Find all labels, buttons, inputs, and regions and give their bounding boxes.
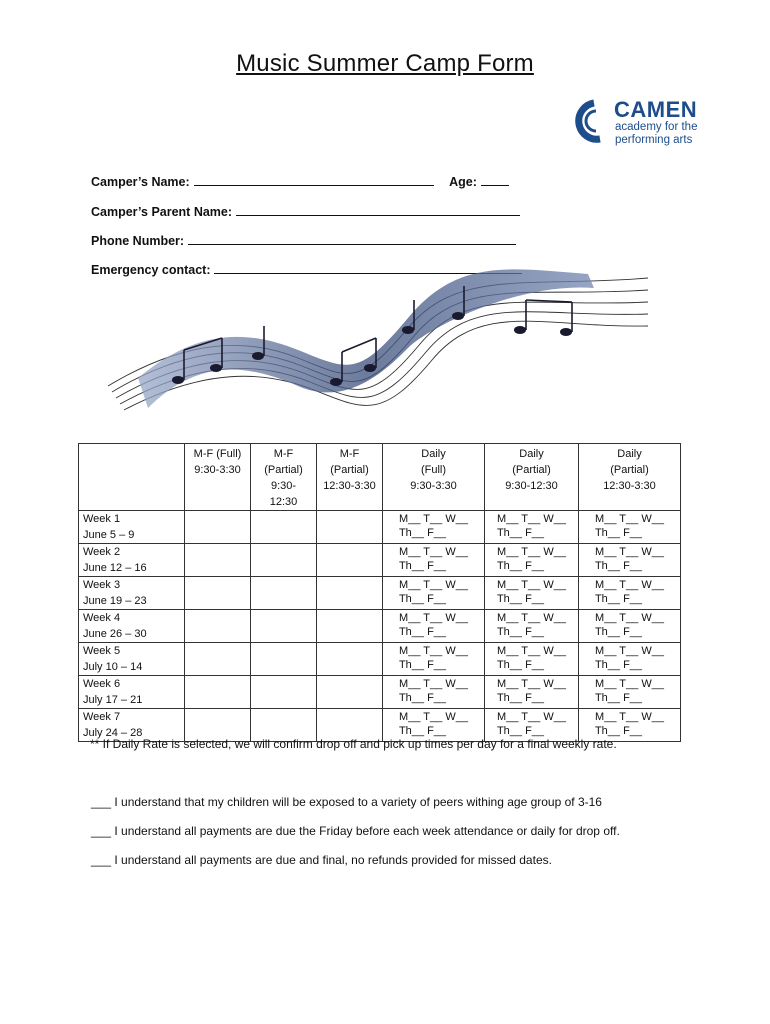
daily-selection-cell[interactable] <box>485 610 579 643</box>
daily-selection-cell[interactable] <box>485 511 579 544</box>
mf-selection-cell[interactable] <box>317 676 383 709</box>
daily-selection-cell[interactable] <box>383 544 485 577</box>
daily-selection-cell[interactable] <box>579 676 681 709</box>
week-label: Week 4 <box>83 612 121 624</box>
week-label: Week 5 <box>83 645 121 657</box>
daily-days-line2: Th__ F__ <box>496 659 545 671</box>
daily-selection-cell[interactable] <box>485 544 579 577</box>
acknowledgement-peers[interactable]: ___ I understand that my children will be exposed to a variety of peers withing age group of 3-16 <box>91 795 602 809</box>
parent-name-input[interactable] <box>236 204 520 216</box>
camper-name-label: Camper’s Name: <box>91 175 190 189</box>
daily-days-line2: Th__ F__ <box>594 659 643 671</box>
parent-name-field <box>91 204 520 219</box>
table-row <box>79 676 681 709</box>
mf-selection-cell[interactable] <box>185 544 251 577</box>
daily-days-line2: Th__ F__ <box>398 692 447 704</box>
daily-days-line1: M__ T__ W__ <box>497 711 566 723</box>
daily-days-line1: M__ T__ W__ <box>595 579 664 591</box>
daily-selection-cell[interactable] <box>485 643 579 676</box>
table-row <box>79 610 681 643</box>
header-mf-partial-am: M-F (Partial) 9:30- 12:30 <box>251 444 317 511</box>
week-label: Week 7 <box>83 711 121 723</box>
daily-days-line2: Th__ F__ <box>594 593 643 605</box>
daily-days-line1: M__ T__ W__ <box>399 612 468 624</box>
week-dates: July 17 – 21 <box>83 694 143 706</box>
table-row <box>79 577 681 610</box>
daily-days-line1: M__ T__ W__ <box>595 678 664 690</box>
week-label: Week 1 <box>83 513 121 525</box>
phone-field <box>91 233 516 248</box>
table-row <box>79 643 681 676</box>
daily-selection-cell[interactable] <box>579 511 681 544</box>
week-dates: July 24 – 28 <box>83 727 143 739</box>
week-label: Week 6 <box>83 678 121 690</box>
daily-days-line2: Th__ F__ <box>496 560 545 572</box>
logo-tagline-1: academy for the <box>615 121 698 133</box>
week-dates: June 12 – 16 <box>83 562 147 574</box>
mf-selection-cell[interactable] <box>185 676 251 709</box>
week-label: Week 3 <box>83 579 121 591</box>
daily-selection-cell[interactable] <box>383 577 485 610</box>
daily-days-line2: Th__ F__ <box>496 593 545 605</box>
week-cell <box>79 610 185 643</box>
daily-days-line1: M__ T__ W__ <box>399 678 468 690</box>
daily-selection-cell[interactable] <box>383 610 485 643</box>
emergency-label: Emergency contact: <box>91 263 211 277</box>
daily-days-line2: Th__ F__ <box>594 560 643 572</box>
mf-selection-cell[interactable] <box>251 643 317 676</box>
week-cell <box>79 511 185 544</box>
daily-days-line1: M__ T__ W__ <box>595 711 664 723</box>
week-dates: June 5 – 9 <box>83 529 135 541</box>
camen-logo-icon <box>566 97 612 147</box>
header-daily-full: Daily (Full) 9:30-3:30 <box>383 444 485 511</box>
daily-days-line1: M__ T__ W__ <box>399 579 468 591</box>
mf-selection-cell[interactable] <box>317 610 383 643</box>
mf-selection-cell[interactable] <box>185 643 251 676</box>
camen-logo <box>566 97 706 149</box>
daily-days-line2: Th__ F__ <box>496 626 545 638</box>
age-label: Age: <box>449 175 477 189</box>
week-dates: June 26 – 30 <box>83 628 147 640</box>
mf-selection-cell[interactable] <box>185 610 251 643</box>
header-daily-partial-am: Daily (Partial) 9:30-12:30 <box>485 444 579 511</box>
camper-name-field <box>91 174 509 189</box>
mf-selection-cell[interactable] <box>251 544 317 577</box>
mf-selection-cell[interactable] <box>317 643 383 676</box>
daily-days-line1: M__ T__ W__ <box>497 645 566 657</box>
daily-selection-cell[interactable] <box>579 577 681 610</box>
daily-days-line2: Th__ F__ <box>496 527 545 539</box>
daily-days-line1: M__ T__ W__ <box>399 711 468 723</box>
table-row <box>79 511 681 544</box>
mf-selection-cell[interactable] <box>317 511 383 544</box>
week-dates: June 19 – 23 <box>83 595 147 607</box>
daily-days-line1: M__ T__ W__ <box>399 645 468 657</box>
daily-days-line1: M__ T__ W__ <box>399 546 468 558</box>
phone-input[interactable] <box>188 233 516 245</box>
daily-days-line2: Th__ F__ <box>398 560 447 572</box>
daily-days-line1: M__ T__ W__ <box>497 678 566 690</box>
daily-rate-note: ** If Daily Rate is selected, we will confirm drop off and pick up times per day for a final weekly rate. <box>90 737 617 751</box>
daily-days-line1: M__ T__ W__ <box>595 645 664 657</box>
week-cell <box>79 544 185 577</box>
logo-brand: CAMEN <box>614 97 698 122</box>
mf-selection-cell[interactable] <box>251 511 317 544</box>
daily-days-line1: M__ T__ W__ <box>497 612 566 624</box>
daily-days-line2: Th__ F__ <box>594 527 643 539</box>
daily-days-line1: M__ T__ W__ <box>399 513 468 525</box>
daily-days-line2: Th__ F__ <box>398 626 447 638</box>
daily-days-line2: Th__ F__ <box>398 593 447 605</box>
daily-days-line2: Th__ F__ <box>398 725 447 737</box>
mf-selection-cell[interactable] <box>251 610 317 643</box>
daily-selection-cell[interactable] <box>383 511 485 544</box>
daily-selection-cell[interactable] <box>579 610 681 643</box>
daily-days-line2: Th__ F__ <box>496 725 545 737</box>
header-mf-partial-pm: M-F (Partial) 12:30-3:30 <box>317 444 383 511</box>
logo-tagline-2: performing arts <box>615 134 693 146</box>
mf-selection-cell[interactable] <box>317 577 383 610</box>
daily-days-line2: Th__ F__ <box>594 725 643 737</box>
mf-selection-cell[interactable] <box>317 544 383 577</box>
header-daily-partial-pm: Daily (Partial) 12:30-3:30 <box>579 444 681 511</box>
mf-selection-cell[interactable] <box>251 676 317 709</box>
daily-selection-cell[interactable] <box>485 676 579 709</box>
daily-days-line1: M__ T__ W__ <box>595 546 664 558</box>
header-week-cell <box>79 444 185 511</box>
page-title: Music Summer Camp Form <box>236 50 534 77</box>
daily-days-line2: Th__ F__ <box>594 692 643 704</box>
daily-days-line2: Th__ F__ <box>398 659 447 671</box>
daily-selection-cell[interactable] <box>383 676 485 709</box>
mf-selection-cell[interactable] <box>185 577 251 610</box>
acknowledgement-no-refunds[interactable]: ___ I understand all payments are due and final, no refunds provided for missed dates. <box>91 853 552 867</box>
acknowledgement-payment-due[interactable]: ___ I understand all payments are due the Friday before each week attendance or daily for drop off. <box>91 824 620 838</box>
week-dates: July 10 – 14 <box>83 661 143 673</box>
daily-selection-cell[interactable] <box>579 643 681 676</box>
parent-name-label: Camper’s Parent Name: <box>91 205 233 219</box>
daily-selection-cell[interactable] <box>485 577 579 610</box>
music-staff-illustration <box>108 268 658 438</box>
mf-selection-cell[interactable] <box>251 577 317 610</box>
daily-days-line1: M__ T__ W__ <box>595 513 664 525</box>
header-mf-full: M-F (Full) 9:30-3:30 <box>185 444 251 511</box>
camper-name-input[interactable] <box>194 174 434 186</box>
table-row <box>79 544 681 577</box>
schedule-table <box>78 443 681 742</box>
daily-selection-cell[interactable] <box>579 544 681 577</box>
daily-days-line1: M__ T__ W__ <box>497 546 566 558</box>
age-input[interactable] <box>481 174 509 186</box>
daily-selection-cell[interactable] <box>383 643 485 676</box>
daily-days-line1: M__ T__ W__ <box>497 513 566 525</box>
table-header-row <box>79 444 681 511</box>
week-label: Week 2 <box>83 546 121 558</box>
daily-days-line1: M__ T__ W__ <box>497 579 566 591</box>
daily-days-line2: Th__ F__ <box>398 527 447 539</box>
week-cell <box>79 577 185 610</box>
daily-days-line2: Th__ F__ <box>594 626 643 638</box>
week-cell <box>79 676 185 709</box>
week-cell <box>79 643 185 676</box>
phone-label: Phone Number: <box>91 234 185 248</box>
mf-selection-cell[interactable] <box>185 511 251 544</box>
daily-days-line2: Th__ F__ <box>496 692 545 704</box>
daily-days-line1: M__ T__ W__ <box>595 612 664 624</box>
